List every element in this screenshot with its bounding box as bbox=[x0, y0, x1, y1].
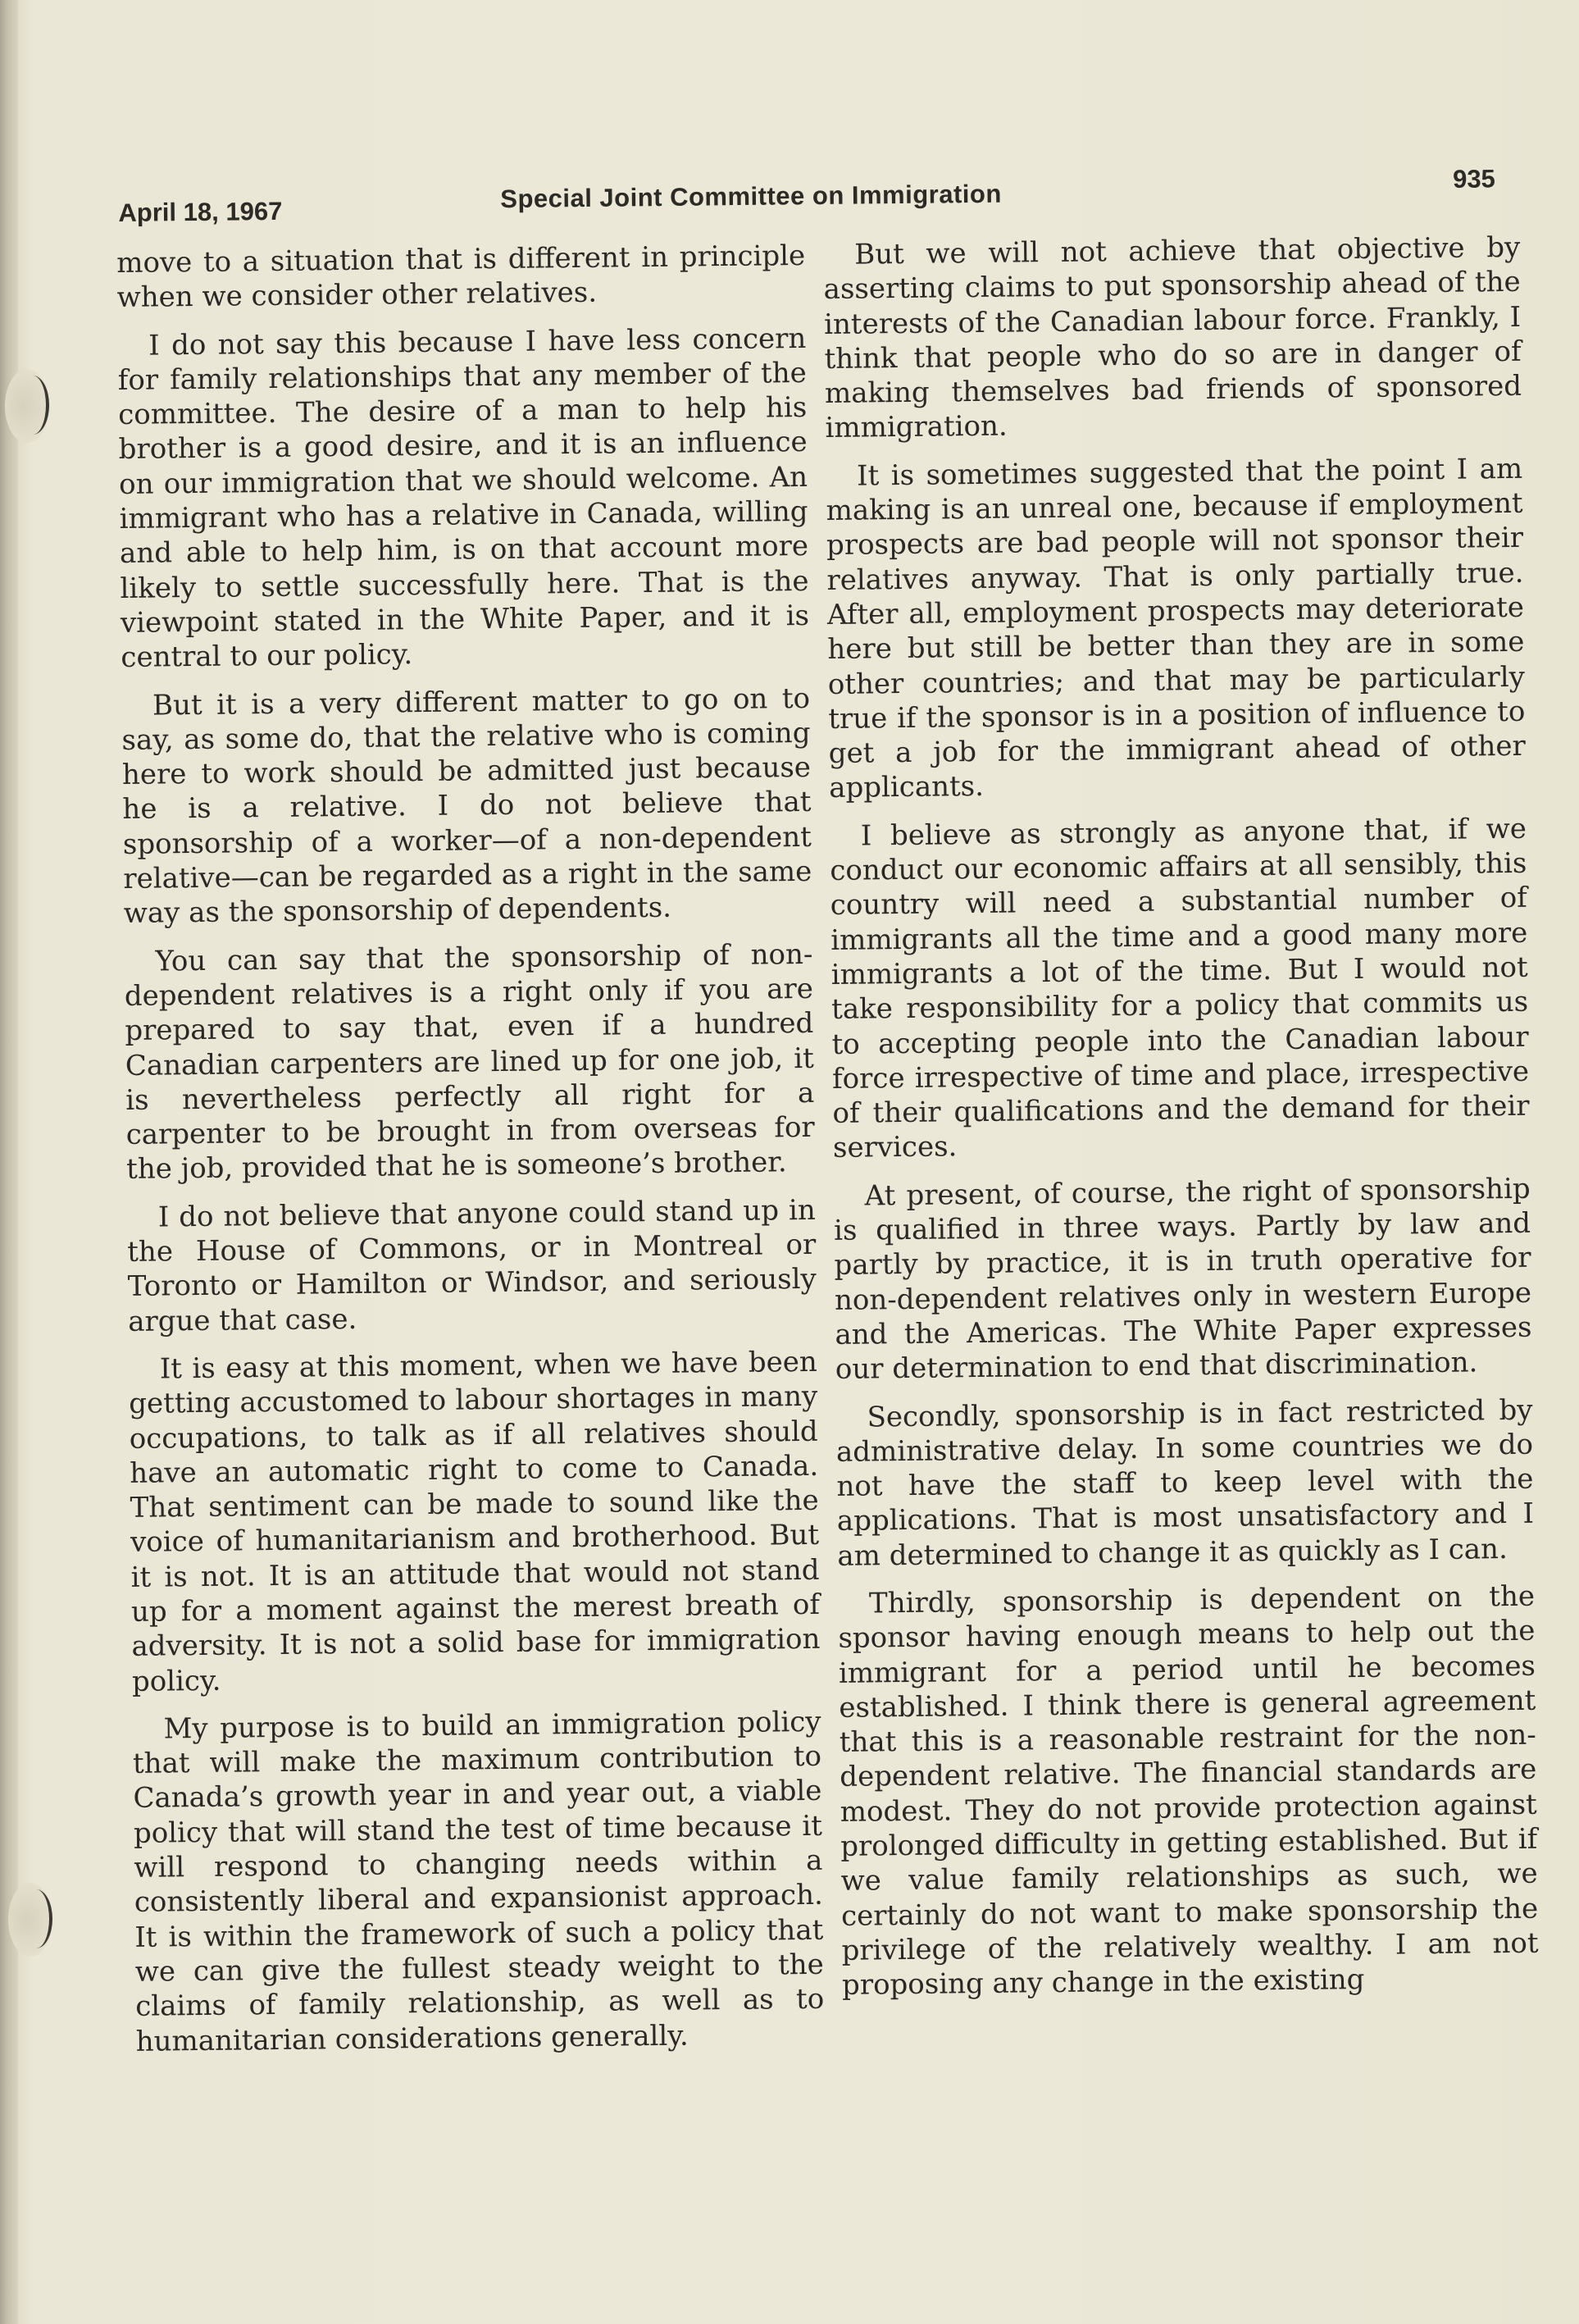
paragraph: It is easy at this moment, when we have been getting accustomed to labour shortages in many occupations, to talk as if all relatives should have an automatic right to come to Canada. That sentiment can be made to sound like the voice of humanitarianism and brotherhood. But it is not. It is an attitude that would not stand up for a moment against the merest breath of adversity. It is not a solid base for immigration policy. bbox=[129, 1345, 821, 1698]
paragraph: My purpose is to build an immigration policy that will make the maximum contribution to Canada’s growth year in and year out, a viable policy that will stand the test of time because it will respond to changing needs within a consistently liberal and expansionist approach. It is within the framework of such a policy that we can give the fullest steady weight to the claims of family relationship, as well as to humanitarian considerations generally. bbox=[132, 1705, 825, 2058]
page-number: 935 bbox=[1452, 164, 1496, 194]
paragraph: At present, of course, the right of sponsorship is qualified in three ways. Partly by law and partly by practice, it is in truth operative for non-dependent relatives only in western Europe and the Americas. The White Paper expresses our determination to end that discrimination. bbox=[833, 1172, 1532, 1387]
punch-hole-bottom bbox=[8, 1883, 52, 1957]
paragraph: You can say that the sponsorship of non-dependent relatives is a right only if you are prepared to say that, even if a hundred Canadian carpenters are lined up for one job, it is nevertheless perfectly all right for a carpenter to be brought in from overseas for the job, provided that he is someone’s brother. bbox=[124, 937, 815, 1187]
paragraph: I do not say this because I have less concern for family relationships that any member of the committee. The desire of a man to help his brother is a good desire, and it is an influence on our immigration that we should welcome. An immigrant who has a relative in Canada, willing and able to help him, is on that account more likely to settle successfully here. That is the viewpoint stated in the White Paper, and it is central to our policy. bbox=[117, 321, 810, 675]
paragraph: But we will not achieve that objective by asserting claims to put sponsorship ahead of the interests of the Canadian labour force. Frankly, I think that people who do so are in danger of making themselves bad friends of sponsored immigration. bbox=[823, 230, 1522, 445]
right-column bbox=[823, 230, 1539, 2016]
binding-edge bbox=[0, 0, 18, 2324]
paragraph: I do not believe that anyone could stand up in the House of Commons, or in Montreal or Toronto or Hamilton or Windsor, and seriously argue that case. bbox=[127, 1193, 817, 1338]
paragraph: move to a situation that is different in principle when we consider other relatives. bbox=[116, 239, 806, 315]
header-date: April 18, 1967 bbox=[118, 196, 283, 227]
punch-hole-arc bbox=[16, 376, 49, 435]
punch-hole-arc bbox=[20, 1889, 52, 1948]
paragraph: I believe as strongly as anyone that, if we conduct our economic affairs at all sensibly, this country will need a substantial number of immigrants all the time and a good many more immigrants a lot of the time. But I would not take responsibility for a policy that commits us to accepting people into the Canadian labour force irrespective of time and place, irrespective of their qualifications and the demand for their services. bbox=[830, 812, 1530, 1165]
punch-hole-top bbox=[5, 369, 49, 443]
header-title: Special Joint Committee on Immigration bbox=[500, 179, 1002, 214]
paragraph: It is sometimes suggested that the point I am making is an unreal one, because if employment prospects are bad people will not sponsor their relatives anyway. That is only partially true. After all, employment prospects may deteriorate here but still be better than they are in some other countries; and that may be particularly true if the sponsor is in a position of influence to get a job for the immigrant ahead of other applicants. bbox=[826, 452, 1526, 805]
paragraph: But it is a very different matter to go on to say, as some do, that the relative who is coming here to work should be admitted just because he is a relative. I do not believe that sponsorship of a worker—of a non-dependent relative—can be regarded as a right in the same way as the sponsorship of dependents. bbox=[121, 681, 812, 931]
running-header bbox=[115, 164, 1509, 228]
paragraph: Thirdly, sponsorship is dependent on the sponsor having enough means to help out the immigrant for a period until he becomes established. I think there is general agreement that this is a reasonable restraint for the non-dependent relative. The financial standards are modest. They do not provide protection against prolonged difficulty in getting established. But if we value family relationships as such, we certainly do not want to make sponsorship the privilege of the relatively wealthy. I am not proposing any change in the existing bbox=[838, 1579, 1539, 2003]
paragraph: Secondly, sponsorship is in fact restricted by administrative delay. In some countries we do not have the staff to keep level with the applications. That is most unsatisfactory and I am determined to change it as quickly as I can. bbox=[835, 1393, 1535, 1573]
left-column bbox=[116, 239, 825, 2072]
